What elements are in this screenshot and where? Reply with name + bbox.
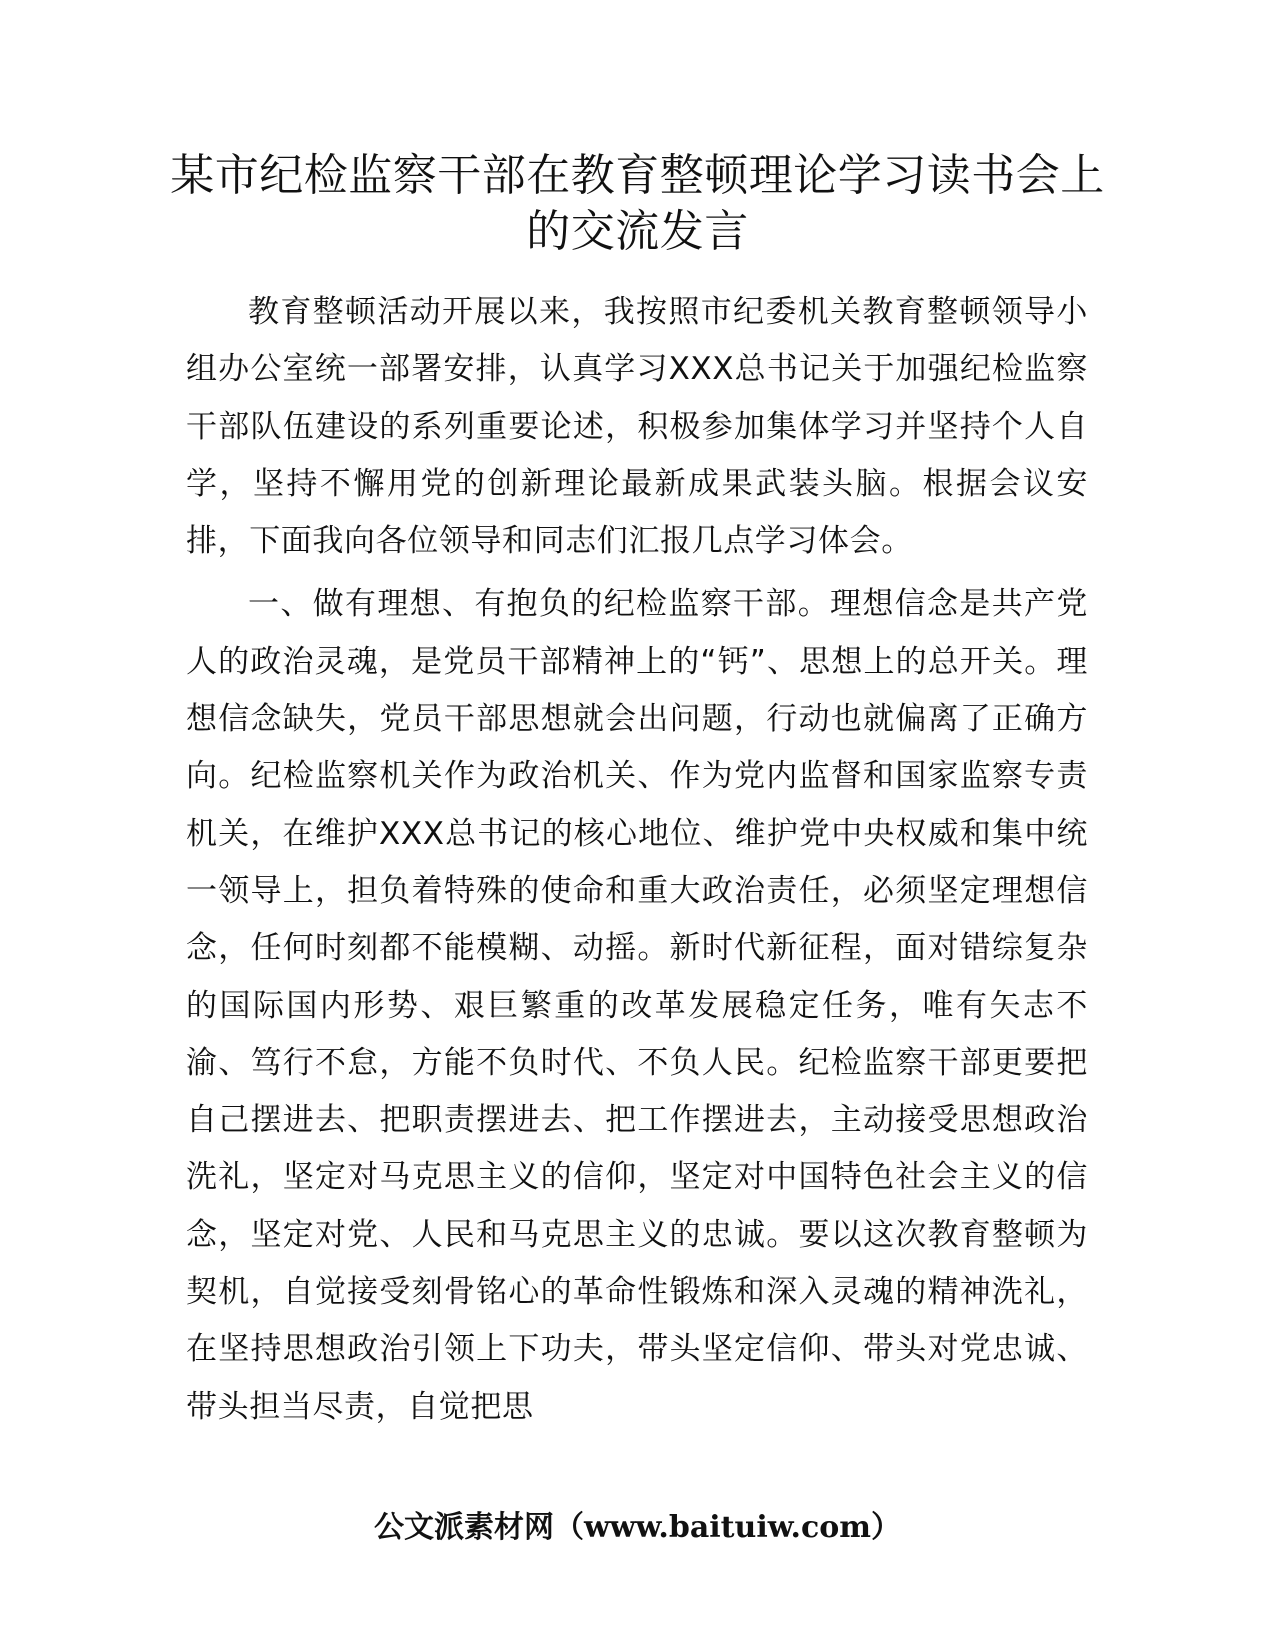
paragraph-section-one: 一、做有理想、有抱负的纪检监察干部。理想信念是共产党人的政治灵魂，是党员干部精神上的“钙”、思想上的总开关。理想信念缺失，党员干部思想就会出问题，行动也就偏离了正确方向。纪检监察机关作为政治机关、作为党内监督和国家监察专责机关，在维护XXX总书记的核心地位、维护党中央权威和集中统一领导上，担负着特殊的使命和重大政治责任，必须坚定理想信念，任何时刻都不能模糊、动摇。新时代新征程，面对错综复杂的国际国内形势、艰巨繁重的改革发展稳定任务，唯有矢志不渝、笃行不怠，方能不负时代、不负人民。纪检监察干部更要把自己摆进去、把职责摆进去、把工作摆进去，主动接受思想政治洗礼，坚定对马克思主义的信仰，坚定对中国特色社会主义的信念，坚定对党、人民和马克思主义的忠诚。要以这次教育整顿为契机，自觉接受刻骨铭心的革命性锻炼和深入灵魂的精神洗礼，在坚持思想政治引领上下功夫，带头坚定信仰、带头对党忠诚、带头担当尽责，自觉把思 xyxy=(186,586,1088,1425)
document-body xyxy=(186,284,1088,1436)
footer-watermark: 公文派素材网（www.baituiw.com） xyxy=(373,1510,902,1545)
paragraph-intro: 教育整顿活动开展以来，我按照市纪委机关教育整顿领导小组办公室统一部署安排，认真学习XXX总书记关于加强纪检监察干部队伍建设的系列重要论述，积极参加集体学习并坚持个人自学，坚持不懈用党的创新理论最新成果武装头脑。根据会议安排，下面我向各位领导和同志们汇报几点学习体会。 xyxy=(186,294,1088,560)
document-title: 某市纪检监察干部在教育整顿理论学习读书会上的交流发言 xyxy=(170,150,1105,257)
